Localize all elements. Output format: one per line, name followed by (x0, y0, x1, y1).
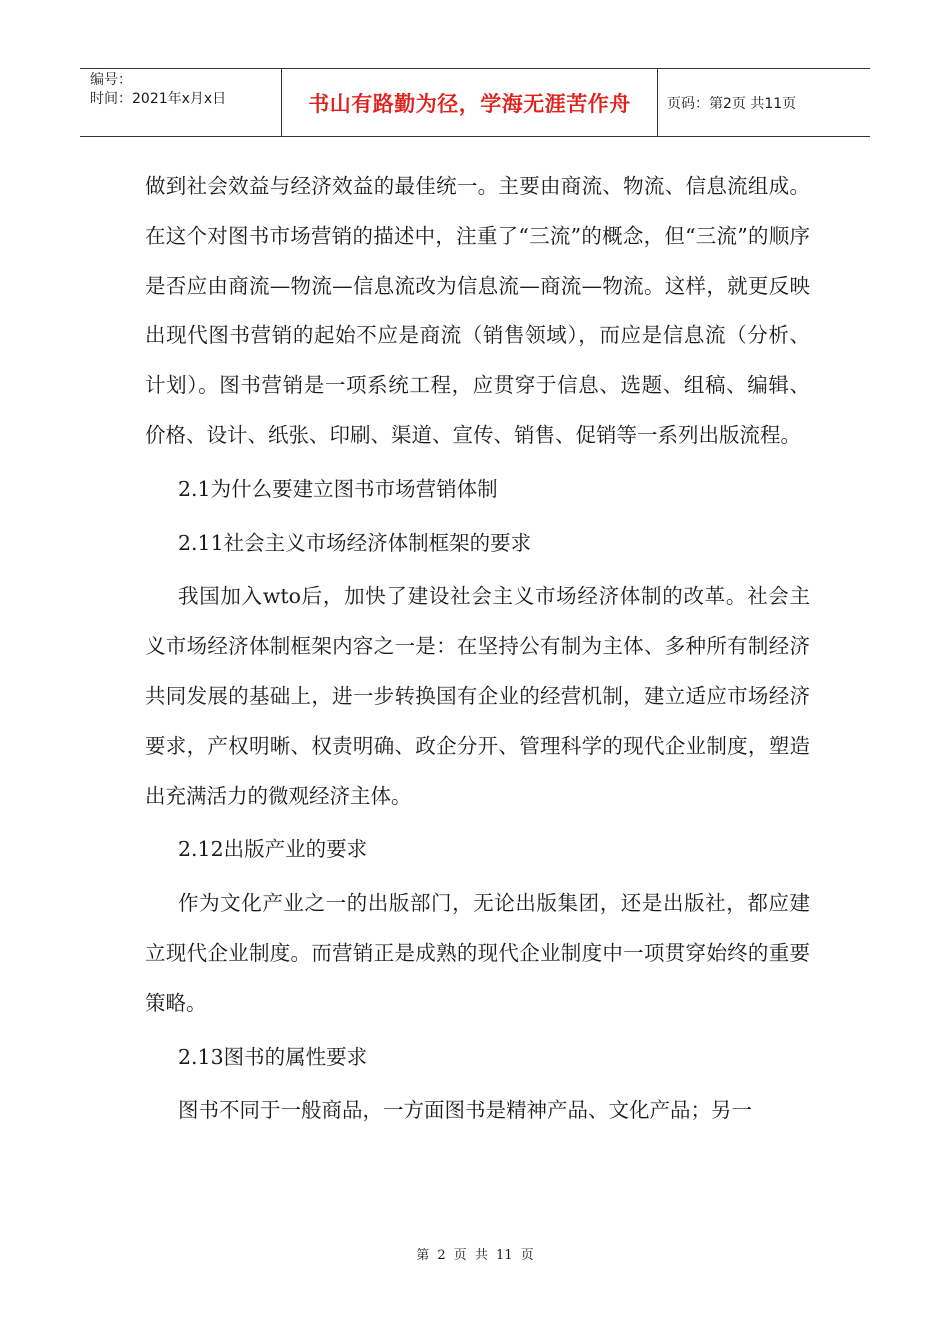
subsection-heading: 2.12出版产业的要求 (178, 837, 368, 862)
document-header (80, 68, 870, 137)
document-body (145, 162, 810, 1136)
section-heading: 2.1为什么要建立图书市场营销体制 (178, 476, 498, 501)
body-paragraph: 我国加入wto后，加快了建设社会主义市场经济体制的改革。社会主义市场经济体制框架内容之一是：在坚持公有制为主体、多种所有制经济共同发展的基础上，进一步转换国有企业的经营机制，建立适应市场经济要求，产权明晰、权责明确、政企分开、管理科学的现代企业制度，塑造出充满活力的微观经济主体。 (145, 584, 810, 808)
body-paragraph: 做到社会效益与经济效益的最佳统一。主要由商流、物流、信息流组成。在这个对图书市场营销的描述中，注重了“三流”的概念，但“三流”的顺序是否应由商流—物流—信息流改为信息流—商流—物流。这样，就更反映出现代图书营销的起始不应是商流（销售领域），而应是信息流（分析、计划）。图书营销是一项系统工程，应贯穿于信息、选题、组稿、编辑、价格、设计、纸张、印刷、渠道、宣传、销售、促销等一系列出版流程。 (145, 174, 810, 447)
subsection-heading: 2.13图书的属性要求 (178, 1044, 368, 1069)
document-number-label: 编号： (90, 72, 132, 88)
subsection-heading: 2.11社会主义市场经济体制框架的要求 (178, 530, 532, 555)
header-motto: 书山有路勤为径，学海无涯苦作舟 (282, 69, 658, 136)
page-footer: 第 2 页 共 11 页 (416, 1248, 534, 1263)
header-meta (80, 69, 282, 136)
body-paragraph: 图书不同于一般商品，一方面图书是精神产品、文化产品；另一 (178, 1098, 752, 1123)
body-paragraph: 作为文化产业之一的出版部门，无论出版集团，还是出版社，都应建立现代企业制度。而营销正是成熟的现代企业制度中一项贯穿始终的重要策略。 (145, 891, 810, 1015)
document-date: 时间：2021年x月x日 (90, 91, 227, 107)
header-page-info: 页码：第2页 共11页 (667, 95, 797, 112)
